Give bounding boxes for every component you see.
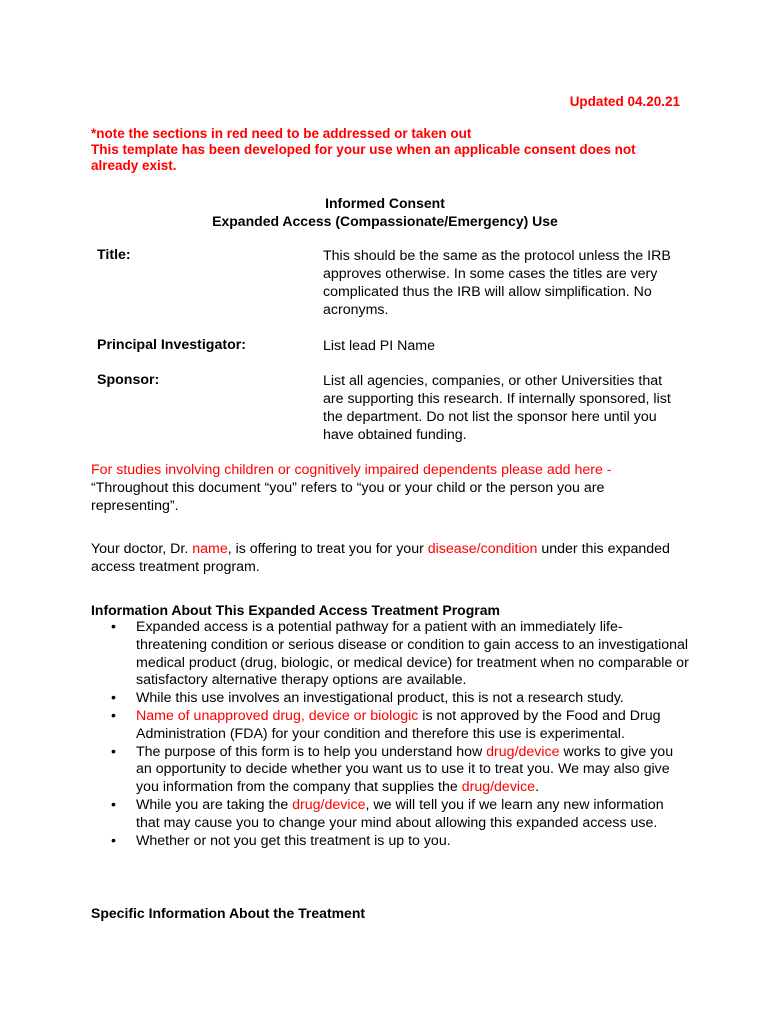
condition-placeholder: disease/condition bbox=[427, 541, 538, 557]
doctor-text-1: Your doctor, Dr. bbox=[91, 541, 193, 557]
drug-device-placeholder: drug/device bbox=[486, 743, 560, 760]
list-item bbox=[91, 619, 691, 690]
doctor-paragraph bbox=[91, 540, 691, 576]
list-item bbox=[91, 744, 691, 797]
bullet-text: Whether or not you get this treatment is up to you. bbox=[136, 832, 451, 849]
pi-field-value: List lead PI Name bbox=[323, 338, 435, 354]
doctor-text-2: , is offering to treat you for your bbox=[227, 541, 428, 557]
bullet-icon: • bbox=[111, 743, 116, 760]
title-line-1: Informed Consent bbox=[325, 195, 445, 211]
section-heading-treatment: Specific Information About the Treatment bbox=[91, 905, 366, 921]
bullet-icon: • bbox=[111, 690, 116, 707]
template-notes bbox=[91, 126, 681, 174]
note-line-1: *note the sections in red need to be addressed or taken out bbox=[91, 126, 472, 141]
bullet-text: While you are taking the bbox=[136, 796, 293, 813]
list-item bbox=[91, 708, 691, 744]
doctor-text-3: under this expanded access treatment program. bbox=[91, 541, 670, 575]
pi-field-label: Principal Investigator: bbox=[97, 337, 247, 353]
updated-date: Updated 04.20.21 bbox=[569, 94, 680, 109]
bullet-text: is not approved by the Food and Drug Administration (FDA) for your condition and therefore this use is experimental. bbox=[136, 707, 661, 742]
title-field-value: This should be the same as the protocol unless the IRB approves otherwise. In some cases the titles are very complicated thus the IRB will allow simplification. No acronyms. bbox=[323, 248, 671, 318]
title-field-label: Title: bbox=[97, 247, 131, 263]
sponsor-field-label: Sponsor: bbox=[97, 372, 160, 388]
children-note-text: “Throughout this document “you” refers to “you or your child or the person you are representing”. bbox=[91, 480, 605, 514]
list-item bbox=[91, 833, 691, 851]
list-item bbox=[91, 797, 691, 833]
doctor-name-placeholder: name bbox=[192, 541, 228, 557]
drug-name-placeholder: Name of unapproved drug, device or biologic bbox=[136, 707, 419, 724]
bullet-text: , we will tell you if we learn any new information that may cause you to change your mind about allowing this expanded access use. bbox=[136, 796, 664, 831]
list-item bbox=[91, 690, 691, 708]
bullet-icon: • bbox=[111, 619, 116, 635]
children-note bbox=[91, 461, 691, 515]
bullet-icon: • bbox=[111, 832, 116, 849]
bullet-text: The purpose of this form is to help you understand how bbox=[136, 743, 487, 760]
children-note-instruction: For studies involving children or cognitively impaired dependents please add here - bbox=[91, 462, 612, 478]
bullet-icon: • bbox=[111, 796, 116, 813]
section-heading-program: Information About This Expanded Access Treatment Program bbox=[91, 602, 500, 618]
note-line-2: This template has been developed for your use when an applicable consent does not already exist. bbox=[91, 142, 636, 173]
bullet-text: . bbox=[535, 779, 540, 796]
drug-device-placeholder: drug/device bbox=[461, 779, 536, 796]
program-bullet-list bbox=[91, 619, 691, 850]
document-title bbox=[90, 194, 680, 230]
bullet-text: works to give you an opportunity to decide whether you want us to use it to treat you. We may also give you information from the company that supplies the bbox=[136, 743, 674, 796]
drug-device-placeholder: drug/device bbox=[292, 796, 366, 813]
bullet-text: Expanded access is a potential pathway for a patient with an immediately life-threatening condition or serious disease or condition to gain access to an investigational medical product (drug, biologic, or medical device) for treatment when no comparable or satisfactory alternative therapy options are available. bbox=[136, 619, 689, 689]
bullet-icon: • bbox=[111, 707, 116, 724]
title-line-2: Expanded Access (Compassionate/Emergency) Use bbox=[212, 213, 558, 229]
bullet-text: While this use involves an investigational product, this is not a research study. bbox=[136, 690, 624, 707]
sponsor-field-value: List all agencies, companies, or other Universities that are supporting this research. If internally sponsored, list the department. Do not list the sponsor here until you have obtained funding. bbox=[323, 373, 671, 443]
